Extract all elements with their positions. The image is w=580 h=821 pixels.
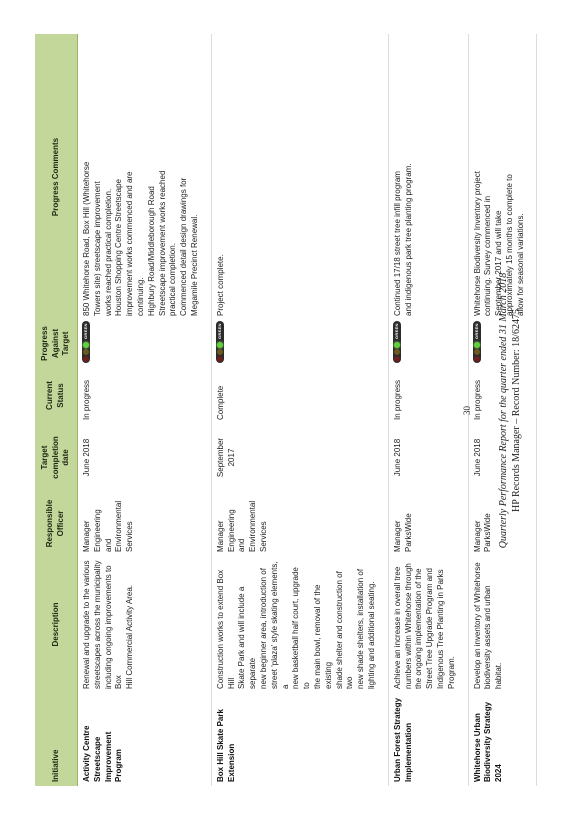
header-progress-comments: Progress Comments — [35, 34, 78, 320]
initiative-cell: Box Hill Skate Park Extension — [211, 693, 388, 786]
description-line: Renewal and upgrade to the various — [82, 560, 91, 689]
responsible-officer-cell: Manager ParksWide — [468, 491, 537, 556]
traffic-light-icon — [216, 321, 224, 363]
current-status-cell: In progress — [468, 367, 537, 424]
comment-line: practical completion. — [168, 243, 178, 316]
amber-light-icon — [217, 349, 223, 355]
comment-line: continuing. — [135, 277, 145, 316]
header-initiative: Initiative — [35, 693, 78, 786]
initiative-cell: Urban Forest Strategy Implementation — [388, 693, 468, 786]
comment-line: Towers site) streetscape improvement — [92, 181, 102, 316]
target-date-cell: June 2018 — [468, 424, 537, 491]
description-line: the main bowl, removal of the existing — [312, 584, 333, 689]
table-row — [78, 34, 212, 786]
amber-light-icon — [83, 349, 89, 355]
comment-line: September 2017 and will take — [494, 210, 504, 316]
responsible-officer-cell: Manager Engineering and Environmental Services — [211, 491, 388, 556]
red-light-icon — [83, 356, 89, 362]
comment-line: Houston Shopping Centre Streetscape — [114, 179, 124, 316]
description-line: biodiversity assets and urban habitat. — [483, 585, 504, 689]
footer-report-title: Quarterly Performance Report for the quarter ended 31 March 2018 — [498, 272, 509, 549]
progress-light-cell — [211, 320, 388, 367]
table-row — [388, 34, 468, 786]
green-light-icon — [394, 342, 400, 348]
comment-line: Project complete. — [215, 254, 225, 316]
description-line: new beginner area, introduction of — [258, 568, 268, 689]
description-cell — [78, 556, 212, 693]
light-label: GREEN — [83, 323, 89, 339]
traffic-light-icon — [393, 321, 401, 363]
traffic-light-icon — [473, 321, 481, 363]
comment-line: Whitehorse Biodiversity Inventory project — [472, 171, 482, 316]
current-status-cell: In progress — [388, 367, 468, 424]
green-light-icon — [83, 342, 89, 348]
description-line: shade shelter and construction of two — [334, 571, 355, 689]
description-line: Develop an inventory of Whitehorse — [472, 562, 482, 689]
description-line: streetscapes across the municipality — [92, 560, 102, 689]
description-line: Indigenous Tree Planting in Parks — [435, 569, 445, 689]
comment-line: works reached practical completion. — [103, 188, 113, 316]
page-number: 30 — [462, 406, 472, 415]
amber-light-icon — [474, 349, 480, 355]
header-current-status: Current Status — [35, 367, 78, 424]
initiative-cell: Activity Centre Streetscape Improvement Program — [78, 693, 212, 786]
header-progress-against-target: Progress Against Target — [35, 320, 78, 367]
comment-line: Commenced detail design drawings for — [179, 177, 189, 316]
comment-line: continuing. Survey commenced in — [483, 195, 493, 316]
description-line: Program. — [446, 656, 456, 689]
description-line: Achieve an increase in overall tree — [392, 566, 402, 689]
initiative-cell: Whitehorse Urban Biodiversity Strategy 2024 — [468, 693, 537, 786]
red-light-icon — [394, 356, 400, 362]
comment-line: and indigenous park tree planting program. — [403, 163, 413, 316]
light-label: GREEN — [473, 323, 479, 339]
description-line: Skate Park and will include a separate — [237, 586, 258, 689]
green-light-icon — [217, 342, 223, 348]
target-date-cell: June 2018 — [388, 424, 468, 491]
green-light-icon — [474, 342, 480, 348]
comment-line: Highbury Road/Middleborough Road — [146, 186, 156, 316]
traffic-light-icon — [82, 321, 90, 363]
comment-line: improvement works commenced and are — [125, 171, 135, 316]
light-label: GREEN — [217, 323, 223, 339]
header-target-date: Target completion date — [35, 424, 78, 491]
red-light-icon — [474, 356, 480, 362]
description-line: street 'plaza' style skating elements, a — [269, 561, 290, 689]
description-line: numbers within Whitehorse through — [403, 563, 413, 689]
amber-light-icon — [394, 349, 400, 355]
table-row — [211, 34, 388, 786]
comment-line: Continued 17/18 street tree infill program — [392, 171, 402, 316]
progress-light-cell — [78, 320, 212, 367]
progress-comments-cell — [211, 34, 388, 320]
comment-line: allow for seasonal variations. — [515, 213, 525, 316]
target-date-cell: September 2017 — [211, 424, 388, 491]
current-status-cell: In progress — [78, 367, 212, 424]
description-line: new shade shelters, installation of — [356, 568, 366, 689]
progress-comments-cell — [78, 34, 212, 320]
description-line: the ongoing implementation of the — [414, 568, 424, 689]
responsible-officer-cell: Manager Engineering and Environmental Services — [78, 491, 212, 556]
comment-line: Megamile Precinct Renewal. — [189, 214, 199, 316]
description-line: Street Tree Upgrade Program and — [425, 568, 435, 689]
progress-light-cell — [388, 320, 468, 367]
comment-line: approximately 15 months to complete to — [504, 174, 514, 316]
header-responsible-officer: Responsible Officer — [35, 491, 78, 556]
comment-line: 850 Whitehorse Road, Box Hill (Whitehorse — [82, 161, 91, 316]
description-line: Construction works to extend Box Hill — [215, 569, 236, 689]
light-label: GREEN — [394, 323, 400, 339]
responsible-officer-cell: Manager ParksWide — [388, 491, 468, 556]
table-header-row — [35, 34, 78, 786]
description-cell — [211, 556, 388, 693]
progress-comments-cell — [388, 34, 468, 320]
comment-line: Streetscape improvement works reached — [157, 170, 167, 316]
header-description: Description — [35, 556, 78, 693]
description-line: new basketball half court, upgrade to — [291, 567, 312, 689]
target-date-cell: June 2018 — [78, 424, 212, 491]
description-cell — [388, 556, 468, 693]
footer-record-number: HP Records Manager – Record Number: 18/62475 — [511, 309, 522, 512]
current-status-cell: Complete — [211, 367, 388, 424]
red-light-icon — [217, 356, 223, 362]
description-line: including ongoing improvements to Box — [103, 565, 124, 689]
description-line: lighting and additional seating. — [366, 581, 376, 689]
description-line: Hill Commercial Activity Area. — [125, 584, 135, 689]
